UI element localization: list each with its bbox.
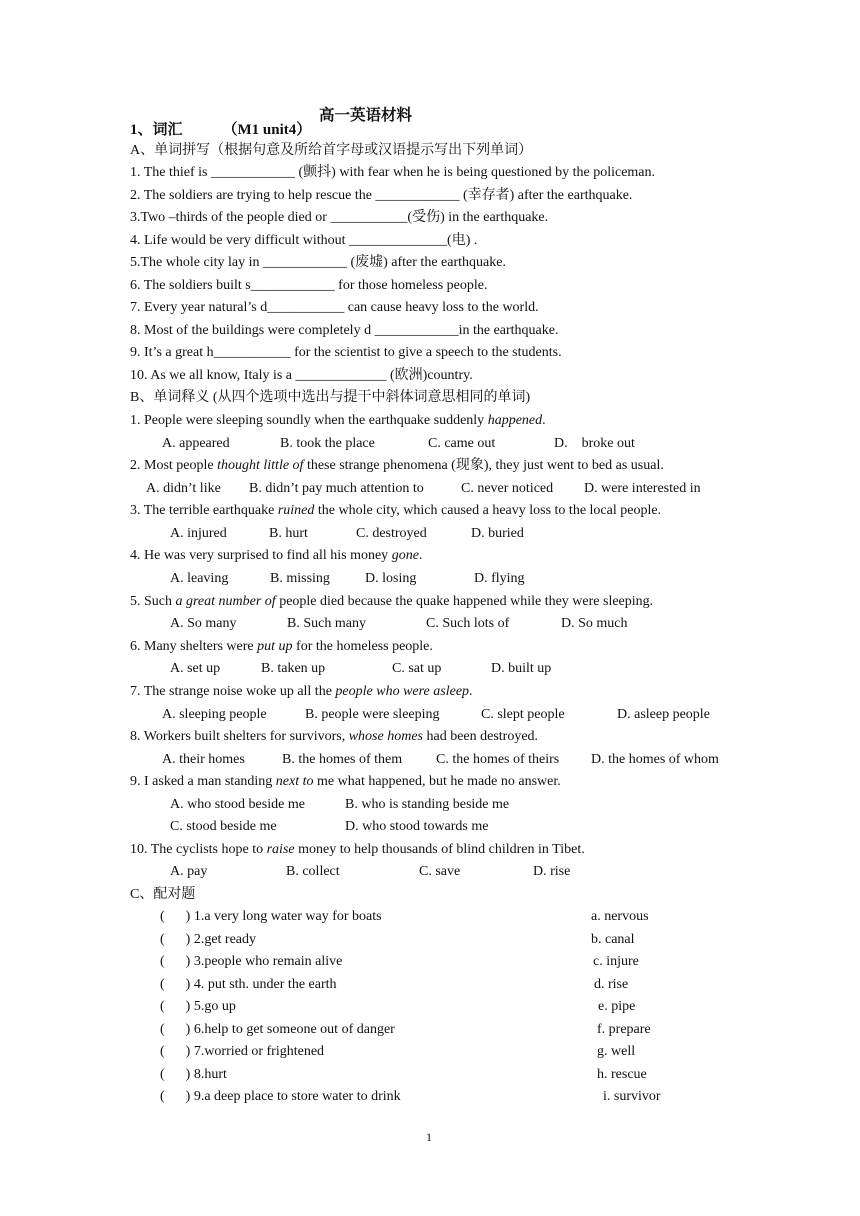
option: B. didn’t pay much attention to [249, 481, 424, 496]
q-text: 7. The strange noise woke up all the [130, 684, 336, 699]
option: B. people were sleeping [305, 707, 440, 722]
option: A. who stood beside me [170, 797, 305, 812]
q-italic-term: people who were asleep [335, 684, 470, 699]
option: B. Such many [287, 616, 366, 631]
option: A. appeared [162, 436, 230, 451]
option: B. hurt [269, 526, 308, 541]
q-text: for the homeless people. [292, 639, 433, 654]
option: A. sleeping people [162, 707, 267, 722]
option: A. So many [170, 616, 237, 631]
match-answer: g. well [597, 1044, 636, 1059]
option: A. pay [170, 864, 208, 879]
option: C. came out [428, 436, 496, 451]
part-a-item: 9. It’s a great h___________ for the scientist to give a speech to the students. [130, 345, 562, 360]
q-text: 1. People were sleeping soundly when the earthquake suddenly [130, 413, 488, 428]
q-text: 5. Such [130, 594, 176, 609]
match-item: ( ) 8.hurt [160, 1067, 227, 1082]
option: C. never noticed [461, 481, 554, 496]
q-italic-term: raise [266, 842, 295, 857]
match-item: ( ) 7.worried or frightened [160, 1044, 325, 1059]
match-item: ( ) 2.get ready [160, 932, 257, 947]
q-text: the whole city, which caused a heavy loss to the local people. [314, 503, 662, 518]
part-a-item: 5.The whole city lay in ____________ (废墟) after the earthquake. [130, 255, 506, 270]
match-item: ( ) 4. put sth. under the earth [160, 977, 337, 992]
unit-label: （M1 unit4） [222, 122, 312, 138]
question-4 [130, 547, 422, 565]
option: C. destroyed [356, 526, 427, 541]
match-answer: e. pipe [598, 999, 636, 1014]
option: D. losing [365, 571, 417, 586]
match-item: ( ) 5.go up [160, 999, 236, 1014]
part-a-heading: A、单词拼写（根据句意及所给首字母或汉语提示写出下列单词） [130, 143, 533, 158]
option: D. So much [561, 616, 628, 631]
q-italic-term: happened [487, 413, 543, 428]
q-text: . [469, 684, 473, 699]
q-text: . [542, 413, 546, 428]
option: B. who is standing beside me [345, 797, 510, 812]
option: C. Such lots of [426, 616, 510, 631]
q-text: money to help thousands of blind children in Tibet. [294, 842, 585, 857]
q-text: 9. I asked a man standing [130, 774, 276, 789]
q-text: 3. The terrible earthquake [130, 503, 278, 518]
option: A. injured [170, 526, 227, 541]
page-number: 1 [426, 1130, 432, 1144]
option: A. their homes [162, 752, 245, 767]
section-heading [130, 121, 311, 139]
question-1 [130, 412, 546, 430]
q-text: 8. Workers built shelters for survivors, [130, 729, 349, 744]
q-italic-term: put up [257, 639, 293, 654]
question-8 [130, 728, 538, 746]
option: D. rise [533, 864, 571, 879]
q-italic-term: a great number of [175, 594, 276, 609]
option: D. were interested in [584, 481, 701, 496]
part-a-item: 3.Two –thirds of the people died or ___________(受伤) in the earthquake. [130, 210, 549, 225]
option: C. save [419, 864, 461, 879]
option: D. built up [491, 661, 552, 676]
q-text: 4. He was very surprised to find all his money [130, 548, 392, 563]
part-a-item: 10. As we all know, Italy is a _____________ (欧洲)country. [130, 368, 473, 383]
page-title: 高一英语材料 [319, 107, 413, 124]
option: D. asleep people [617, 707, 710, 722]
match-answer: b. canal [591, 932, 635, 947]
q-text: 2. Most people [130, 458, 218, 473]
option: B. took the place [280, 436, 375, 451]
q-text: 6. Many shelters were [130, 639, 258, 654]
match-answer: i. survivor [603, 1089, 661, 1104]
part-a-item: 4. Life would be very difficult without ______________(电) . [130, 233, 478, 248]
q-italic-term: ruined [277, 503, 315, 518]
part-a-item: 2. The soldiers are trying to help rescue the ____________ (幸存者) after the earthquake. [130, 188, 633, 203]
match-item: ( ) 1.a very long water way for boats [160, 909, 382, 924]
option: C. stood beside me [170, 819, 277, 834]
part-c-heading: C、配对题 [130, 887, 196, 902]
option: A. set up [170, 661, 221, 676]
option: D. buried [471, 526, 524, 541]
part-a-item: 6. The soldiers built s____________ for those homeless people. [130, 278, 488, 293]
match-item: ( ) 9.a deep place to store water to drink [160, 1089, 401, 1104]
option: C. slept people [481, 707, 565, 722]
question-9 [130, 773, 561, 791]
match-answer: c. injure [593, 954, 639, 969]
match-item: ( ) 6.help to get someone out of danger [160, 1022, 395, 1037]
option: C. the homes of theirs [436, 752, 560, 767]
option: B. taken up [261, 661, 326, 676]
question-2 [130, 457, 664, 475]
option: B. missing [270, 571, 330, 586]
q-italic-term: gone [391, 548, 419, 563]
q-text: . [418, 548, 423, 563]
question-6 [130, 638, 433, 656]
match-answer: f. prepare [597, 1022, 651, 1037]
question-3 [130, 502, 661, 520]
question-5 [130, 593, 653, 611]
option: A. didn’t like [146, 481, 221, 496]
q-italic-term: whose homes [348, 729, 423, 744]
question-10 [130, 841, 585, 859]
q-text: people died because the quake happened while they were sleeping. [275, 594, 654, 609]
option: B. collect [286, 864, 340, 879]
q-text: me what happened, but he made no answer. [313, 774, 561, 789]
q-italic-term: next to [275, 774, 314, 789]
option: A. leaving [170, 571, 229, 586]
match-answer: a. nervous [591, 909, 649, 924]
q-text: these strange phenomena (现象), they just went to bed as usual. [303, 458, 664, 473]
part-a-item: 8. Most of the buildings were completely d ____________in the earthquake. [130, 323, 559, 338]
part-b-heading: B、单词释义 (从四个选项中选出与提干中斜体词意思相同的单词) [130, 390, 531, 405]
option: D. flying [474, 571, 525, 586]
match-answer: d. rise [594, 977, 629, 992]
q-text: 10. The cyclists hope to [130, 842, 267, 857]
question-7 [130, 683, 473, 701]
option: B. the homes of them [282, 752, 403, 767]
section-heading-text: 1、词汇 [130, 122, 183, 138]
match-item: ( ) 3.people who remain alive [160, 954, 343, 969]
option: D. broke out [554, 436, 635, 451]
part-a-item: 7. Every year natural’s d___________ can cause heavy loss to the world. [130, 300, 539, 315]
q-text: had been destroyed. [422, 729, 539, 744]
option: C. sat up [392, 661, 442, 676]
match-answer: h. rescue [597, 1067, 647, 1082]
q-italic-term: thought little of [217, 458, 304, 473]
option: D. who stood towards me [345, 819, 489, 834]
part-a-item: 1. The thief is ____________ (颤抖) with fear when he is being questioned by the policeman. [130, 165, 656, 180]
option: D. the homes of whom [591, 752, 719, 767]
